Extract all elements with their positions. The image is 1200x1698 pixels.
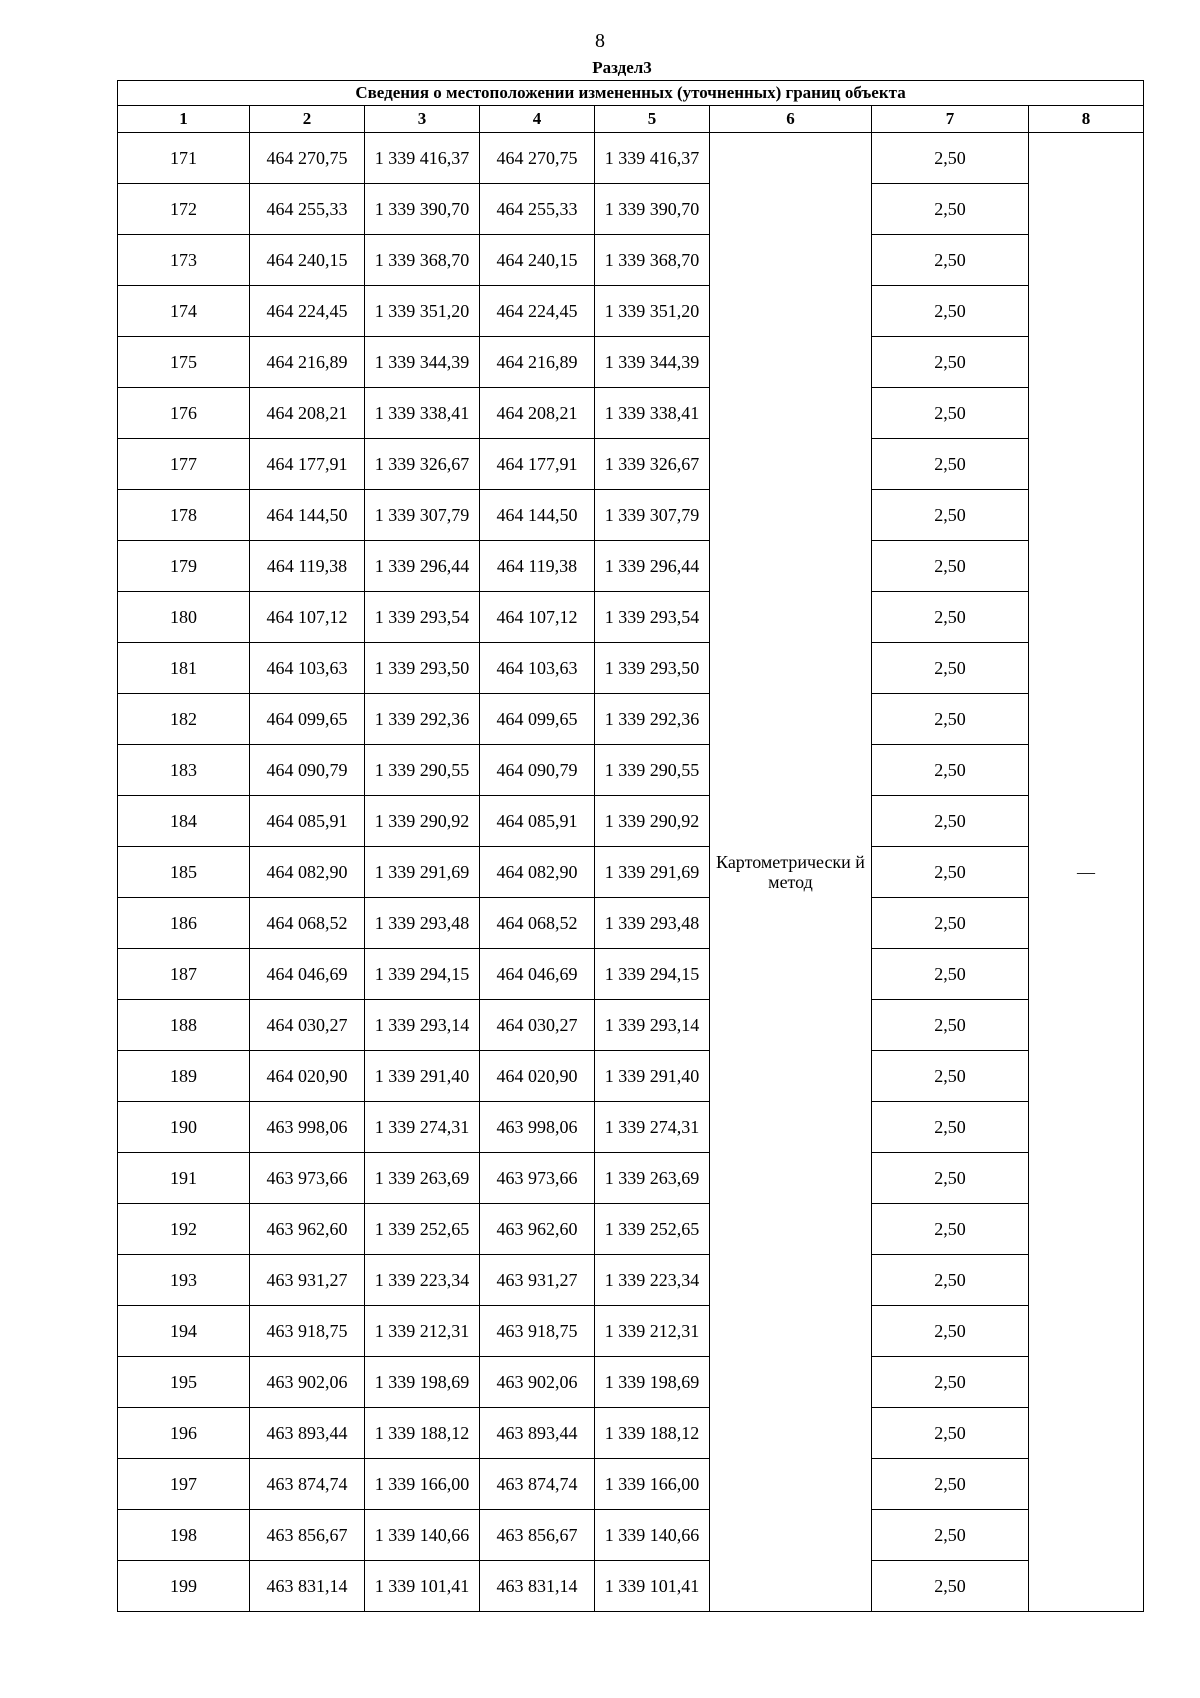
point-number-cell: 171 <box>118 133 250 184</box>
table-row <box>118 133 1144 184</box>
table-row <box>118 388 1144 439</box>
x-refined-cell: 464 085,91 <box>480 796 595 847</box>
x-refined-cell: 464 103,63 <box>480 643 595 694</box>
precision-cell: 2,50 <box>872 847 1029 898</box>
point-number-cell: 184 <box>118 796 250 847</box>
column-number: 6 <box>710 106 872 133</box>
table-caption: Сведения о местоположении измененных (уточненных) границ объекта <box>118 81 1144 106</box>
table-row <box>118 643 1144 694</box>
x-existing-cell: 464 090,79 <box>250 745 365 796</box>
x-existing-cell: 463 973,66 <box>250 1153 365 1204</box>
x-existing-cell: 463 831,14 <box>250 1561 365 1612</box>
x-existing-cell: 464 085,91 <box>250 796 365 847</box>
x-existing-cell: 463 918,75 <box>250 1306 365 1357</box>
point-number-cell: 189 <box>118 1051 250 1102</box>
y-existing-cell: 1 339 223,34 <box>365 1255 480 1306</box>
y-existing-cell: 1 339 292,36 <box>365 694 480 745</box>
x-existing-cell: 464 082,90 <box>250 847 365 898</box>
precision-cell: 2,50 <box>872 1561 1029 1612</box>
point-number-cell: 177 <box>118 439 250 490</box>
y-refined-cell: 1 339 223,34 <box>595 1255 710 1306</box>
y-refined-cell: 1 339 390,70 <box>595 184 710 235</box>
y-refined-cell: 1 339 338,41 <box>595 388 710 439</box>
column-number: 2 <box>250 106 365 133</box>
point-number-cell: 185 <box>118 847 250 898</box>
x-existing-cell: 464 208,21 <box>250 388 365 439</box>
point-number-cell: 175 <box>118 337 250 388</box>
table-row <box>118 1102 1144 1153</box>
point-number-cell: 188 <box>118 1000 250 1051</box>
table-row <box>118 1459 1144 1510</box>
y-existing-cell: 1 339 326,67 <box>365 439 480 490</box>
point-number-cell: 181 <box>118 643 250 694</box>
table-row <box>118 745 1144 796</box>
point-number-cell: 194 <box>118 1306 250 1357</box>
y-existing-cell: 1 339 390,70 <box>365 184 480 235</box>
precision-cell: 2,50 <box>872 1408 1029 1459</box>
x-refined-cell: 464 046,69 <box>480 949 595 1000</box>
table-row <box>118 1306 1144 1357</box>
x-refined-cell: 464 216,89 <box>480 337 595 388</box>
y-refined-cell: 1 339 344,39 <box>595 337 710 388</box>
x-refined-cell: 464 068,52 <box>480 898 595 949</box>
table-row <box>118 592 1144 643</box>
y-existing-cell: 1 339 293,50 <box>365 643 480 694</box>
precision-cell: 2,50 <box>872 337 1029 388</box>
table-row <box>118 490 1144 541</box>
y-existing-cell: 1 339 296,44 <box>365 541 480 592</box>
y-existing-cell: 1 339 274,31 <box>365 1102 480 1153</box>
y-existing-cell: 1 339 293,14 <box>365 1000 480 1051</box>
point-number-cell: 197 <box>118 1459 250 1510</box>
y-existing-cell: 1 339 212,31 <box>365 1306 480 1357</box>
y-refined-cell: 1 339 188,12 <box>595 1408 710 1459</box>
precision-cell: 2,50 <box>872 949 1029 1000</box>
x-refined-cell: 464 082,90 <box>480 847 595 898</box>
precision-cell: 2,50 <box>872 1051 1029 1102</box>
x-refined-cell: 464 090,79 <box>480 745 595 796</box>
column-8-cell: — <box>1029 133 1144 1612</box>
y-refined-cell: 1 339 293,48 <box>595 898 710 949</box>
y-existing-cell: 1 339 293,48 <box>365 898 480 949</box>
x-refined-cell: 464 030,27 <box>480 1000 595 1051</box>
x-refined-cell: 464 270,75 <box>480 133 595 184</box>
precision-cell: 2,50 <box>872 490 1029 541</box>
x-refined-cell: 463 902,06 <box>480 1357 595 1408</box>
x-existing-cell: 464 270,75 <box>250 133 365 184</box>
precision-cell: 2,50 <box>872 184 1029 235</box>
table-row <box>118 1255 1144 1306</box>
table-row <box>118 1153 1144 1204</box>
point-number-cell: 193 <box>118 1255 250 1306</box>
column-number: 1 <box>118 106 250 133</box>
table-row <box>118 796 1144 847</box>
point-number-cell: 187 <box>118 949 250 1000</box>
y-existing-cell: 1 339 166,00 <box>365 1459 480 1510</box>
y-refined-cell: 1 339 291,69 <box>595 847 710 898</box>
x-refined-cell: 463 962,60 <box>480 1204 595 1255</box>
y-existing-cell: 1 339 198,69 <box>365 1357 480 1408</box>
x-refined-cell: 464 224,45 <box>480 286 595 337</box>
y-refined-cell: 1 339 140,66 <box>595 1510 710 1561</box>
precision-cell: 2,50 <box>872 1000 1029 1051</box>
section-title: Раздел3 <box>592 58 652 77</box>
y-refined-cell: 1 339 326,67 <box>595 439 710 490</box>
column-number-row <box>118 106 1144 133</box>
y-refined-cell: 1 339 368,70 <box>595 235 710 286</box>
y-existing-cell: 1 339 252,65 <box>365 1204 480 1255</box>
y-existing-cell: 1 339 291,69 <box>365 847 480 898</box>
precision-cell: 2,50 <box>872 1510 1029 1561</box>
x-refined-cell: 463 874,74 <box>480 1459 595 1510</box>
precision-cell: 2,50 <box>872 1153 1029 1204</box>
x-existing-cell: 464 177,91 <box>250 439 365 490</box>
precision-cell: 2,50 <box>872 235 1029 286</box>
x-refined-cell: 463 973,66 <box>480 1153 595 1204</box>
y-existing-cell: 1 339 351,20 <box>365 286 480 337</box>
x-existing-cell: 464 030,27 <box>250 1000 365 1051</box>
precision-cell: 2,50 <box>872 1204 1029 1255</box>
y-refined-cell: 1 339 263,69 <box>595 1153 710 1204</box>
x-refined-cell: 464 255,33 <box>480 184 595 235</box>
x-refined-cell: 464 020,90 <box>480 1051 595 1102</box>
point-number-cell: 183 <box>118 745 250 796</box>
y-refined-cell: 1 339 101,41 <box>595 1561 710 1612</box>
x-existing-cell: 463 931,27 <box>250 1255 365 1306</box>
y-existing-cell: 1 339 338,41 <box>365 388 480 439</box>
table-row <box>118 1510 1144 1561</box>
table-row <box>118 1357 1144 1408</box>
precision-cell: 2,50 <box>872 643 1029 694</box>
y-existing-cell: 1 339 188,12 <box>365 1408 480 1459</box>
x-refined-cell: 463 893,44 <box>480 1408 595 1459</box>
x-existing-cell: 464 255,33 <box>250 184 365 235</box>
y-refined-cell: 1 339 293,54 <box>595 592 710 643</box>
point-number-cell: 172 <box>118 184 250 235</box>
x-refined-cell: 464 099,65 <box>480 694 595 745</box>
x-refined-cell: 463 856,67 <box>480 1510 595 1561</box>
precision-cell: 2,50 <box>872 541 1029 592</box>
point-number-cell: 180 <box>118 592 250 643</box>
y-refined-cell: 1 339 166,00 <box>595 1459 710 1510</box>
y-existing-cell: 1 339 416,37 <box>365 133 480 184</box>
y-existing-cell: 1 339 293,54 <box>365 592 480 643</box>
y-refined-cell: 1 339 351,20 <box>595 286 710 337</box>
x-refined-cell: 464 208,21 <box>480 388 595 439</box>
y-refined-cell: 1 339 290,92 <box>595 796 710 847</box>
column-number: 8 <box>1029 106 1144 133</box>
x-refined-cell: 464 119,38 <box>480 541 595 592</box>
x-existing-cell: 464 240,15 <box>250 235 365 286</box>
y-refined-cell: 1 339 252,65 <box>595 1204 710 1255</box>
x-refined-cell: 463 998,06 <box>480 1102 595 1153</box>
precision-cell: 2,50 <box>872 898 1029 949</box>
table-row <box>118 184 1144 235</box>
table-row <box>118 1408 1144 1459</box>
y-existing-cell: 1 339 294,15 <box>365 949 480 1000</box>
point-number-cell: 196 <box>118 1408 250 1459</box>
y-existing-cell: 1 339 368,70 <box>365 235 480 286</box>
precision-cell: 2,50 <box>872 439 1029 490</box>
table-row <box>118 439 1144 490</box>
method-cell: Картометрически й метод <box>710 133 872 1612</box>
precision-cell: 2,50 <box>872 796 1029 847</box>
y-existing-cell: 1 339 101,41 <box>365 1561 480 1612</box>
point-number-cell: 190 <box>118 1102 250 1153</box>
y-refined-cell: 1 339 293,14 <box>595 1000 710 1051</box>
x-existing-cell: 464 119,38 <box>250 541 365 592</box>
x-refined-cell: 464 107,12 <box>480 592 595 643</box>
precision-cell: 2,50 <box>872 1255 1029 1306</box>
column-number: 4 <box>480 106 595 133</box>
y-existing-cell: 1 339 263,69 <box>365 1153 480 1204</box>
y-existing-cell: 1 339 290,92 <box>365 796 480 847</box>
page-number: 8 <box>595 30 605 52</box>
y-existing-cell: 1 339 140,66 <box>365 1510 480 1561</box>
x-existing-cell: 464 046,69 <box>250 949 365 1000</box>
y-refined-cell: 1 339 294,15 <box>595 949 710 1000</box>
x-existing-cell: 464 103,63 <box>250 643 365 694</box>
table-row <box>118 1051 1144 1102</box>
table-row <box>118 1000 1144 1051</box>
y-refined-cell: 1 339 292,36 <box>595 694 710 745</box>
point-number-cell: 178 <box>118 490 250 541</box>
x-existing-cell: 464 099,65 <box>250 694 365 745</box>
y-refined-cell: 1 339 212,31 <box>595 1306 710 1357</box>
table-row <box>118 949 1144 1000</box>
point-number-cell: 198 <box>118 1510 250 1561</box>
x-refined-cell: 463 931,27 <box>480 1255 595 1306</box>
y-refined-cell: 1 339 416,37 <box>595 133 710 184</box>
point-number-cell: 199 <box>118 1561 250 1612</box>
x-refined-cell: 464 177,91 <box>480 439 595 490</box>
x-existing-cell: 463 856,67 <box>250 1510 365 1561</box>
x-refined-cell: 464 240,15 <box>480 235 595 286</box>
precision-cell: 2,50 <box>872 1102 1029 1153</box>
x-existing-cell: 464 224,45 <box>250 286 365 337</box>
table-row <box>118 1561 1144 1612</box>
table-row <box>118 694 1144 745</box>
point-number-cell: 182 <box>118 694 250 745</box>
x-existing-cell: 464 216,89 <box>250 337 365 388</box>
point-number-cell: 186 <box>118 898 250 949</box>
table-row <box>118 235 1144 286</box>
y-existing-cell: 1 339 344,39 <box>365 337 480 388</box>
precision-cell: 2,50 <box>872 592 1029 643</box>
point-number-cell: 174 <box>118 286 250 337</box>
x-existing-cell: 463 874,74 <box>250 1459 365 1510</box>
point-number-cell: 195 <box>118 1357 250 1408</box>
x-existing-cell: 463 893,44 <box>250 1408 365 1459</box>
table-row <box>118 1204 1144 1255</box>
table-row <box>118 847 1144 898</box>
x-refined-cell: 463 918,75 <box>480 1306 595 1357</box>
x-existing-cell: 464 107,12 <box>250 592 365 643</box>
y-refined-cell: 1 339 293,50 <box>595 643 710 694</box>
x-refined-cell: 463 831,14 <box>480 1561 595 1612</box>
boundary-coordinates-table <box>117 80 1144 1612</box>
point-number-cell: 179 <box>118 541 250 592</box>
table-row <box>118 898 1144 949</box>
y-existing-cell: 1 339 290,55 <box>365 745 480 796</box>
y-refined-cell: 1 339 291,40 <box>595 1051 710 1102</box>
precision-cell: 2,50 <box>872 694 1029 745</box>
precision-cell: 2,50 <box>872 1459 1029 1510</box>
table-row <box>118 286 1144 337</box>
precision-cell: 2,50 <box>872 1357 1029 1408</box>
precision-cell: 2,50 <box>872 286 1029 337</box>
column-number: 5 <box>595 106 710 133</box>
x-existing-cell: 464 144,50 <box>250 490 365 541</box>
point-number-cell: 191 <box>118 1153 250 1204</box>
y-existing-cell: 1 339 291,40 <box>365 1051 480 1102</box>
table-row <box>118 337 1144 388</box>
y-existing-cell: 1 339 307,79 <box>365 490 480 541</box>
point-number-cell: 192 <box>118 1204 250 1255</box>
x-existing-cell: 463 998,06 <box>250 1102 365 1153</box>
y-refined-cell: 1 339 198,69 <box>595 1357 710 1408</box>
point-number-cell: 173 <box>118 235 250 286</box>
column-number: 7 <box>872 106 1029 133</box>
y-refined-cell: 1 339 274,31 <box>595 1102 710 1153</box>
precision-cell: 2,50 <box>872 133 1029 184</box>
y-refined-cell: 1 339 290,55 <box>595 745 710 796</box>
point-number-cell: 176 <box>118 388 250 439</box>
precision-cell: 2,50 <box>872 745 1029 796</box>
table-row <box>118 541 1144 592</box>
column-number: 3 <box>365 106 480 133</box>
x-existing-cell: 463 902,06 <box>250 1357 365 1408</box>
x-existing-cell: 463 962,60 <box>250 1204 365 1255</box>
precision-cell: 2,50 <box>872 1306 1029 1357</box>
y-refined-cell: 1 339 307,79 <box>595 490 710 541</box>
x-existing-cell: 464 020,90 <box>250 1051 365 1102</box>
y-refined-cell: 1 339 296,44 <box>595 541 710 592</box>
table-body <box>118 133 1144 1612</box>
x-existing-cell: 464 068,52 <box>250 898 365 949</box>
precision-cell: 2,50 <box>872 388 1029 439</box>
x-refined-cell: 464 144,50 <box>480 490 595 541</box>
